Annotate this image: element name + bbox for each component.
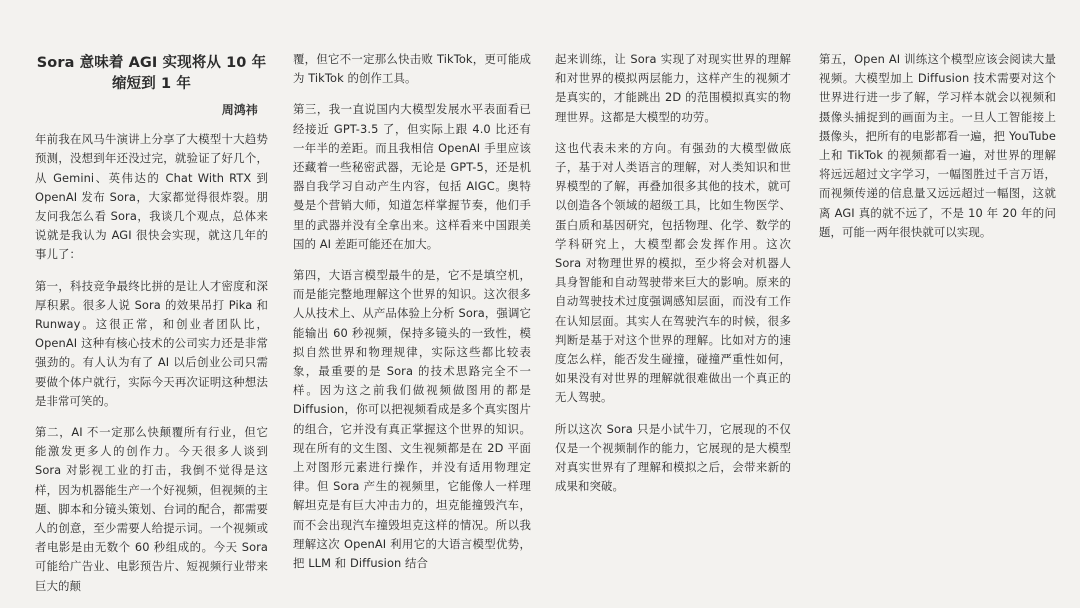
paragraph: 年前我在风马牛演讲上分享了大模型十大趋势预测，没想到年还没过完，就验证了好几个，从 Gemini、英伟达的 Chat With RTX 到 OpenAI 发布 Sora，大家都觉得很炸裂。朋友问我怎么看 Sora，我谈几个观点，总体来说就是我认为 AGI 很快会实现，就这几年的事儿了： (35, 132, 268, 262)
column-4 (819, 50, 1056, 254)
article-author: 周鸿祎 (221, 103, 258, 117)
paragraph: 起来训练，让 Sora 实现了对现实世界的理解和对世界的模拟两层能力，这样产生的视频才是真实的，才能跳出 2D 的范围模拟真实的物理世界。这都是大模型的功劳。 (555, 52, 791, 124)
paragraph: 所以这次 Sora 只是小试牛刀，它展现的不仅仅是一个视频制作的能力，它展现的是大模型对真实世界有了理解和模拟之后，会带来新的成果和突破。 (555, 421, 791, 494)
paragraph: 第二，AI 不一定那么快颠覆所有行业，但它能激发更多人的创作力。今天很多人谈到 Sora 对影视工业的打击，我倒不觉得是这样，因为机器能生产一个好视频，但视频的主题、脚本和分镜头策划、台词的配合，都需要人的创意，至少需要人给提示词。一个视频或者电影是由无数个 60 秒组成的。今天 Sora 可能给广告业、电影预告片、短视频行业带来巨大的颠 (35, 425, 268, 593)
column-1 (35, 50, 268, 608)
paragraph: 第三，我一直说国内大模型发展水平表面看已经接近 GPT-3.5 了，但实际上跟 4.0 比还有一年半的差距。而且我相信 OpenAI 手里应该还藏着一些秘密武器，无论是 GPT-5，还是机器自我学习自动产生内容，包括 AIGC。奥特曼是个营销大师，知道怎样掌握节奏，他们手里的武器并没有全拿出来。这样看来中国跟美国的 AI 差距可能还在加大。 (293, 102, 531, 251)
paragraph: 覆，但它不一定那么快击败 TikTok，更可能成为 TikTok 的创作工具。 (293, 52, 531, 86)
paragraph: 第五，Open AI 训练这个模型应该会阅读大量视频。大模型加上 Diffusion 技术需要对这个世界进行进一步了解，学习样本就会以视频和摄像头捕捉到的画面为主。一旦人工智能接上摄像头，把所有的电影都看一遍，把 YouTube 上和 TikTok 的视频都看一遍，对世界的理解将远远超过文字学习，一幅图胜过千言万语，而视频传递的信息量又远远超过一幅图，这就离 AGI 真的就不远了，不是 10 年 20 年的问题，可能一两年很快就可以实现。 (819, 52, 1056, 239)
paragraph: 第四，大语言模型最牛的是，它不是填空机，而是能完整地理解这个世界的知识。这次很多人从技术上、从产品体验上分析 Sora，强调它能输出 60 秒视频，保持多镜头的一致性，模拟自然世界和物理规律，实际这些都比较表象，最重要的是 Sora 的技术思路完全不一样。因为这之前我们做视频做图用的都是 Diffusion，你可以把视频看成是多个真实图片的组合，它并没有真正掌握这个世界的知识。现在所有的文生图、文生视频都是在 2D 平面上对图形元素进行操作，并没有适用物理定律。但 Sora 产生的视频里，它能像人一样理解坦克是有巨大冲击力的，坦克能撞毁汽车，而不会出现汽车撞毁坦克这样的情况。所以我理解这次 OpenAI 利用它的大语言模型优势，把 LLM 和 Diffusion 结合 (293, 268, 531, 571)
paragraph: 第一，科技竞争最终比拼的是让人才密度和深厚积累。很多人说 Sora 的效果吊打 Pika 和 Runway。这很正常，和创业者团队比，OpenAI 这种有核心技术的公司实力还是非常强劲的。有人认为有了 AI 以后创业公司只需要做个体户就行，实际今天再次证明这种想法是非常可笑的。 (35, 278, 268, 408)
column-3 (555, 50, 791, 508)
article-title: Sora 意味着 AGI 实现将从 10 年缩短到 1 年 (36, 55, 267, 92)
column-2 (293, 50, 531, 585)
paragraph: 这也代表未来的方向。有强劲的大模型做底子，基于对人类语言的理解，对人类知识和世界模型的了解，再叠加很多其他的技术，就可以创造各个领域的超级工具，比如生物医学、蛋白质和基因研究，包括物理、化学、数学的学科研究上，大模型都会发挥作用。这次 Sora 对物理世界的模拟，至少将会对机器人具身智能和自动驾驶带来巨大的影响。原来的自动驾驶技术过度强调感知层面，而没有工作在认知层面。其实人在驾驶汽车的时候，很多判断是基于对这个世界的理解。比如对方的速度怎么样，能否发生碰撞，碰撞严重性如何，如果没有对世界的理解就很难做出一个真正的无人驾驶。 (555, 140, 791, 405)
